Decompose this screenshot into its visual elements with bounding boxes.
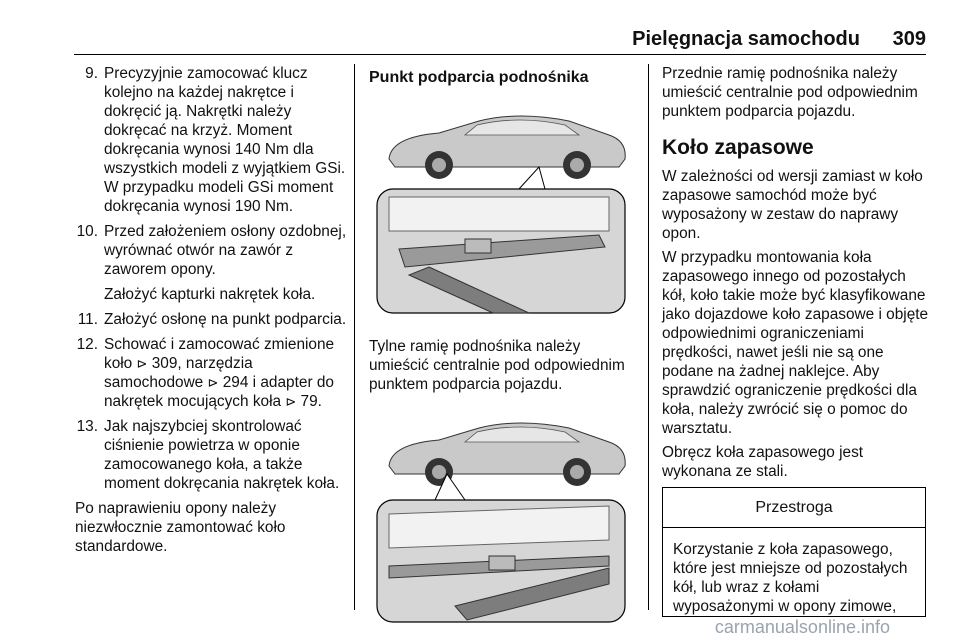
item-text: Jak najszybciej skontrolować ciśnienie powietrza w oponie zamocowanego koła, a także moment dokręcania nakrętek koła. [104, 418, 340, 492]
list-item [60, 417, 350, 493]
item-text: Przed założeniem osłony ozdobnej, wyrównać otwór na zawór z zaworem opony. [104, 223, 347, 278]
page-ref-icon[interactable]: ⊳ [285, 394, 297, 409]
list-item [60, 310, 350, 329]
column-right [662, 64, 930, 617]
closing-paragraph: Po naprawieniu opony należy niezwłocznie zamontować koło standardowe. [75, 500, 286, 555]
section-heading: Punkt podparcia podnośnika [369, 69, 589, 86]
watermark: carmanualsonline.info [714, 617, 890, 637]
header-title: Pielęgnacja samochodu [632, 28, 860, 50]
intro-paragraph: Przednie ramię podnośnika należy umieścić centralnie pod odpowiednim punktem podparcia pojazdu. [662, 65, 918, 120]
page-ref-icon[interactable]: ⊳ [136, 356, 148, 371]
caution-box [662, 487, 926, 617]
column-divider-2 [648, 64, 649, 610]
item-number: 9. [85, 65, 98, 82]
caution-text: Korzystanie z koła zapasowego, które jest mniejsze od pozostałych kół, lub wraz z kołami wyposażonymi w opony zimowe, [673, 541, 908, 615]
list-item [60, 222, 350, 304]
figure-caption: Tylne ramię podnośnika należy umieścić centralnie pod odpowiednim punktem podparcia pojazdu. [369, 338, 625, 393]
page-ref-link[interactable]: 309, narzędzia samochodowe [104, 355, 253, 391]
body-paragraph: Obręcz koła zapasowego jest wykonana ze stali. [662, 444, 864, 480]
column-middle [369, 64, 637, 626]
item-text: Założyć kapturki nakrętek koła. [104, 286, 316, 303]
rear-jack-point-illustration [369, 99, 631, 319]
item-number: 12. [76, 336, 98, 353]
header-divider [74, 54, 926, 55]
page-ref-link[interactable]: 294 i adapter do nakrętek mocujących koła [104, 374, 334, 410]
item-text: Precyzyjnie zamocować klucz kolejno na każdej nakrętce i dokręcić ją. Nakrętki należy dokręcać na krzyż. Moment dokręcania wynosi 140 Nm dla wszystkich modeli z wyjątkiem GSi. W przypadku modeli GSi moment dokręcania wynosi 190 Nm. [104, 65, 346, 215]
item-text [104, 335, 350, 411]
item-text-segment: Schować i zamocować zmienione koło [104, 336, 335, 372]
column-left [60, 64, 350, 562]
page-ref-link[interactable]: 79. [300, 393, 322, 410]
item-number: 10. [76, 223, 98, 240]
item-number: 11. [77, 311, 98, 328]
list-item [60, 64, 350, 216]
page-number: 309 [892, 28, 926, 50]
item-number: 13. [76, 418, 98, 435]
body-paragraph: W przypadku montowania koła zapasowego innego od pozostałych kół, koło takie może być klasyfikowane jako dojazdowe koło zapasowe i objęte odpowiednimi ograniczeniami prędkości, nawet jeśli nie są one podane na żadnej naklejce. Aby sprawdzić ograniczenie prędkości dla koła, należy zwrócić się o pomoc do warsztatu. [662, 249, 929, 437]
front-jack-point-illustration [369, 406, 631, 626]
section-heading: Koło zapasowe [662, 136, 814, 159]
column-divider-1 [354, 64, 355, 610]
list-item [60, 335, 350, 411]
caution-title: Przestroga [663, 488, 925, 528]
item-text: Założyć osłonę na punkt podparcia. [104, 311, 347, 328]
body-paragraph: W zależności od wersji zamiast w koło zapasowe samochód może być wyposażony w zestaw do naprawy opon. [662, 168, 923, 242]
page-ref-icon[interactable]: ⊳ [207, 375, 219, 390]
